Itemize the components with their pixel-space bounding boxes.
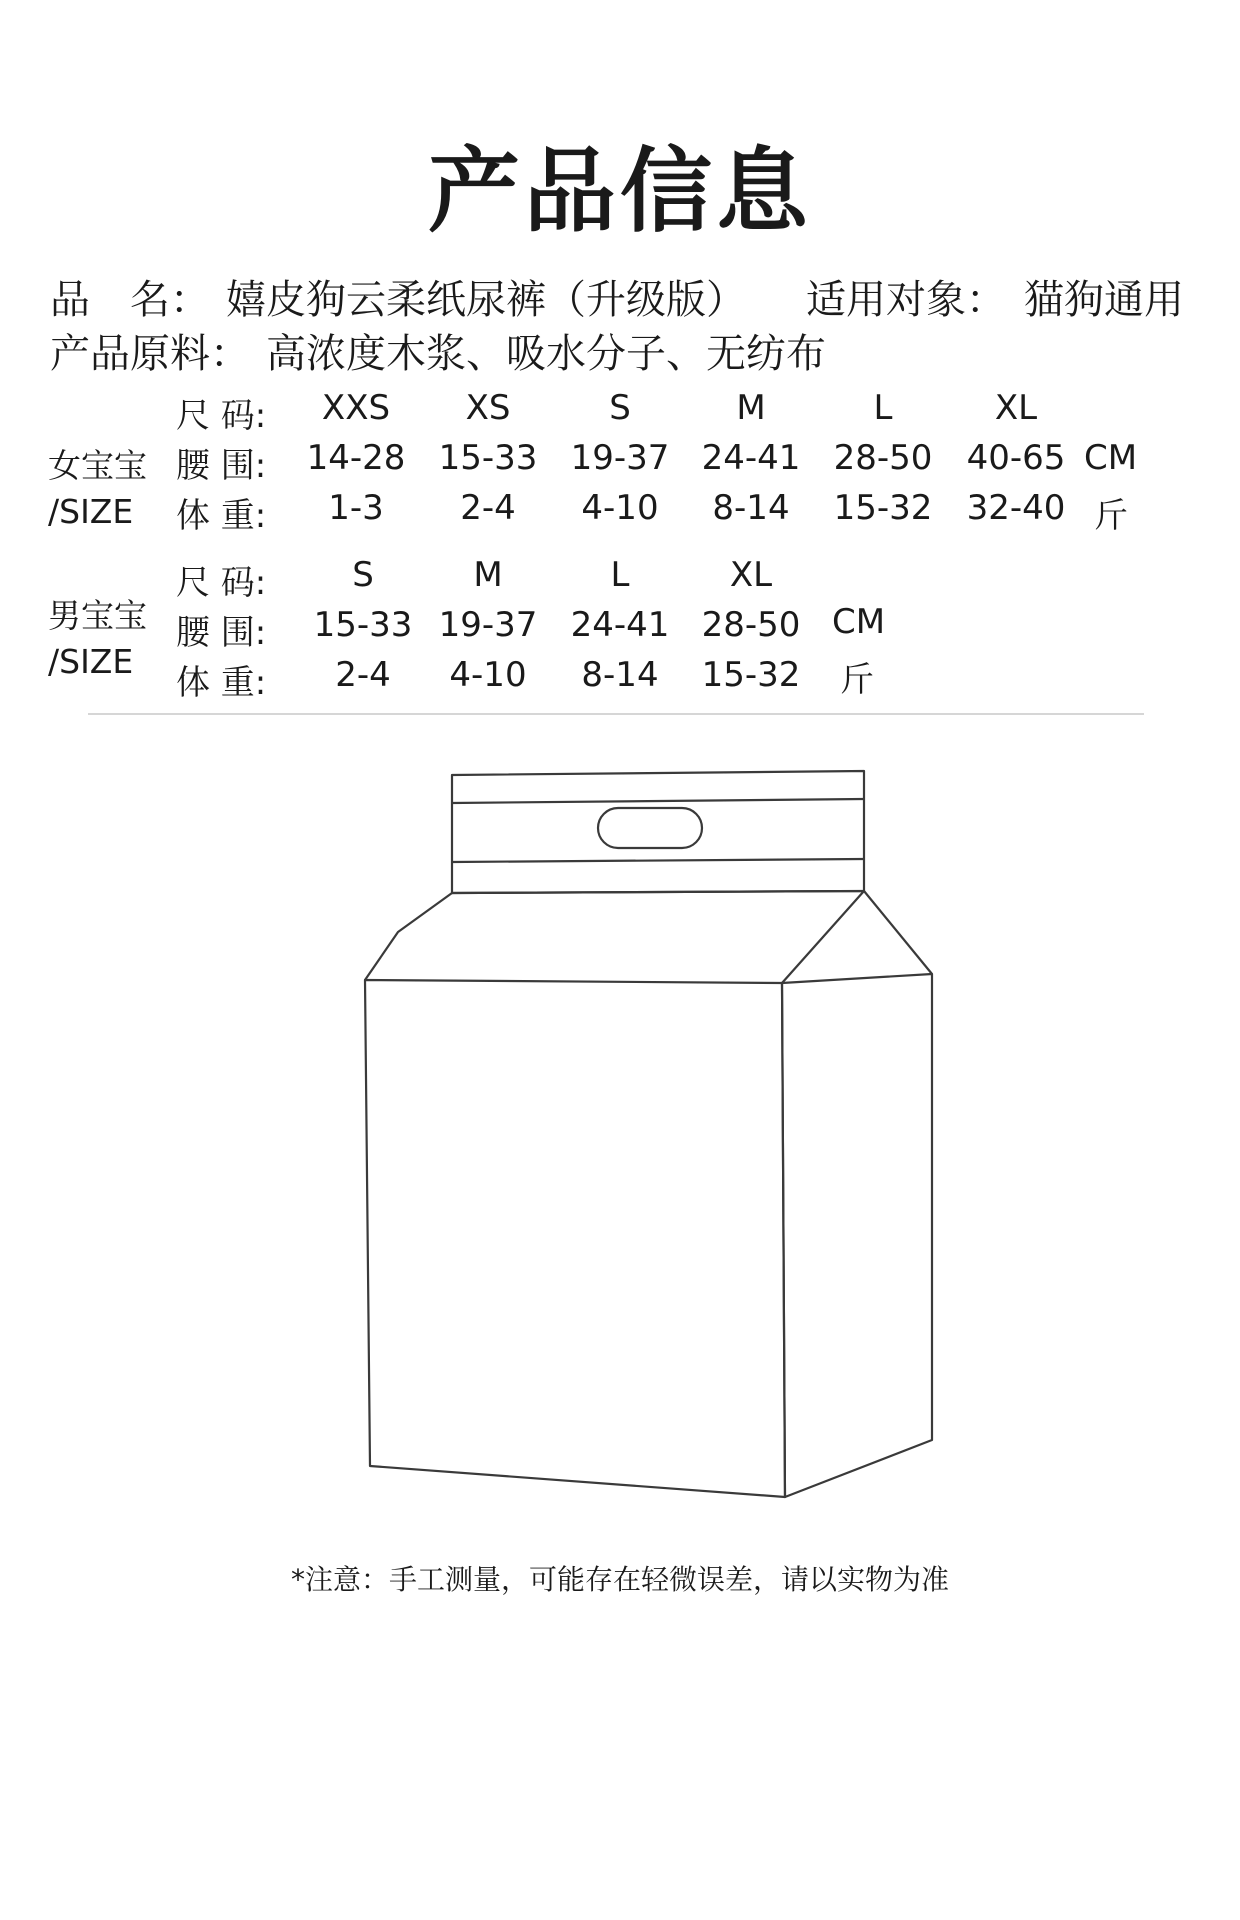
male-size-cell: S <box>352 555 374 595</box>
female-waist-cell: 24-41 <box>701 438 801 478</box>
target-value: 猫狗通用 <box>1024 277 1184 323</box>
product-name-label: 品 名： <box>50 277 210 323</box>
male-weight-cell: 15-32 <box>701 655 801 695</box>
male-waist-cell: 15-33 <box>313 605 413 645</box>
target-label: 适用对象： <box>806 277 1006 323</box>
page-title: 产品信息 <box>427 138 812 245</box>
material-value: 高浓度木浆、吸水分子、无纺布 <box>266 331 826 377</box>
male-weight-cell: 8-14 <box>581 655 659 695</box>
female-weight-cell: 8-14 <box>712 488 790 528</box>
female-weight-cell: 15-32 <box>833 488 933 528</box>
disclaimer-note: *注意：手工测量，可能存在轻微误差，请以实物为准 <box>290 1563 949 1596</box>
male-weight-cell: 2-4 <box>335 655 391 695</box>
female-waist-cell: 40-65 <box>966 438 1066 478</box>
female-label-line2: /SIZE <box>48 492 134 531</box>
female-size-cell: L <box>873 388 893 428</box>
male-weight-row-label: 体 重: <box>176 663 267 703</box>
male-weight-unit: 斤 <box>840 660 874 700</box>
female-waist-row-label: 腰 围: <box>176 446 267 486</box>
male-size-row-label: 尺 码: <box>176 563 267 603</box>
male-label-line1: 男宝宝 <box>48 596 147 635</box>
female-size-cell: M <box>736 388 766 428</box>
female-weight-cell: 2-4 <box>460 488 516 528</box>
product-name-value: 嬉皮狗云柔纸尿裤（升级版） <box>226 277 746 323</box>
female-waist-unit: CM <box>1084 438 1138 478</box>
female-weight-row-label: 体 重: <box>176 496 267 536</box>
male-label-line2: /SIZE <box>48 642 134 681</box>
male-size-cell: L <box>610 555 630 595</box>
female-waist-cell: 28-50 <box>833 438 933 478</box>
female-label-line1: 女宝宝 <box>48 446 147 485</box>
male-size-cell: XL <box>729 555 773 595</box>
female-weight-unit: 斤 <box>1094 496 1128 536</box>
male-waist-cell: 24-41 <box>570 605 670 645</box>
male-weight-cell: 4-10 <box>449 655 527 695</box>
female-weight-cell: 1-3 <box>328 488 384 528</box>
female-size-cell: XL <box>994 388 1038 428</box>
female-weight-cell: 4-10 <box>581 488 659 528</box>
female-size-cell: XXS <box>321 388 391 428</box>
male-size-cell: M <box>473 555 503 595</box>
male-waist-cell: 19-37 <box>438 605 538 645</box>
female-weight-cell: 32-40 <box>966 488 1066 528</box>
female-size-cell: XS <box>465 388 511 428</box>
female-waist-cell: 15-33 <box>438 438 538 478</box>
material-label: 产品原料： <box>50 331 250 377</box>
female-waist-cell: 14-28 <box>306 438 406 478</box>
female-waist-cell: 19-37 <box>570 438 670 478</box>
male-waist-cell: 28-50 <box>701 605 801 645</box>
male-waist-row-label: 腰 围: <box>176 613 267 653</box>
female-size-cell: S <box>609 388 631 428</box>
male-waist-unit: CM <box>832 602 886 642</box>
female-size-row-label: 尺 码: <box>176 396 267 436</box>
